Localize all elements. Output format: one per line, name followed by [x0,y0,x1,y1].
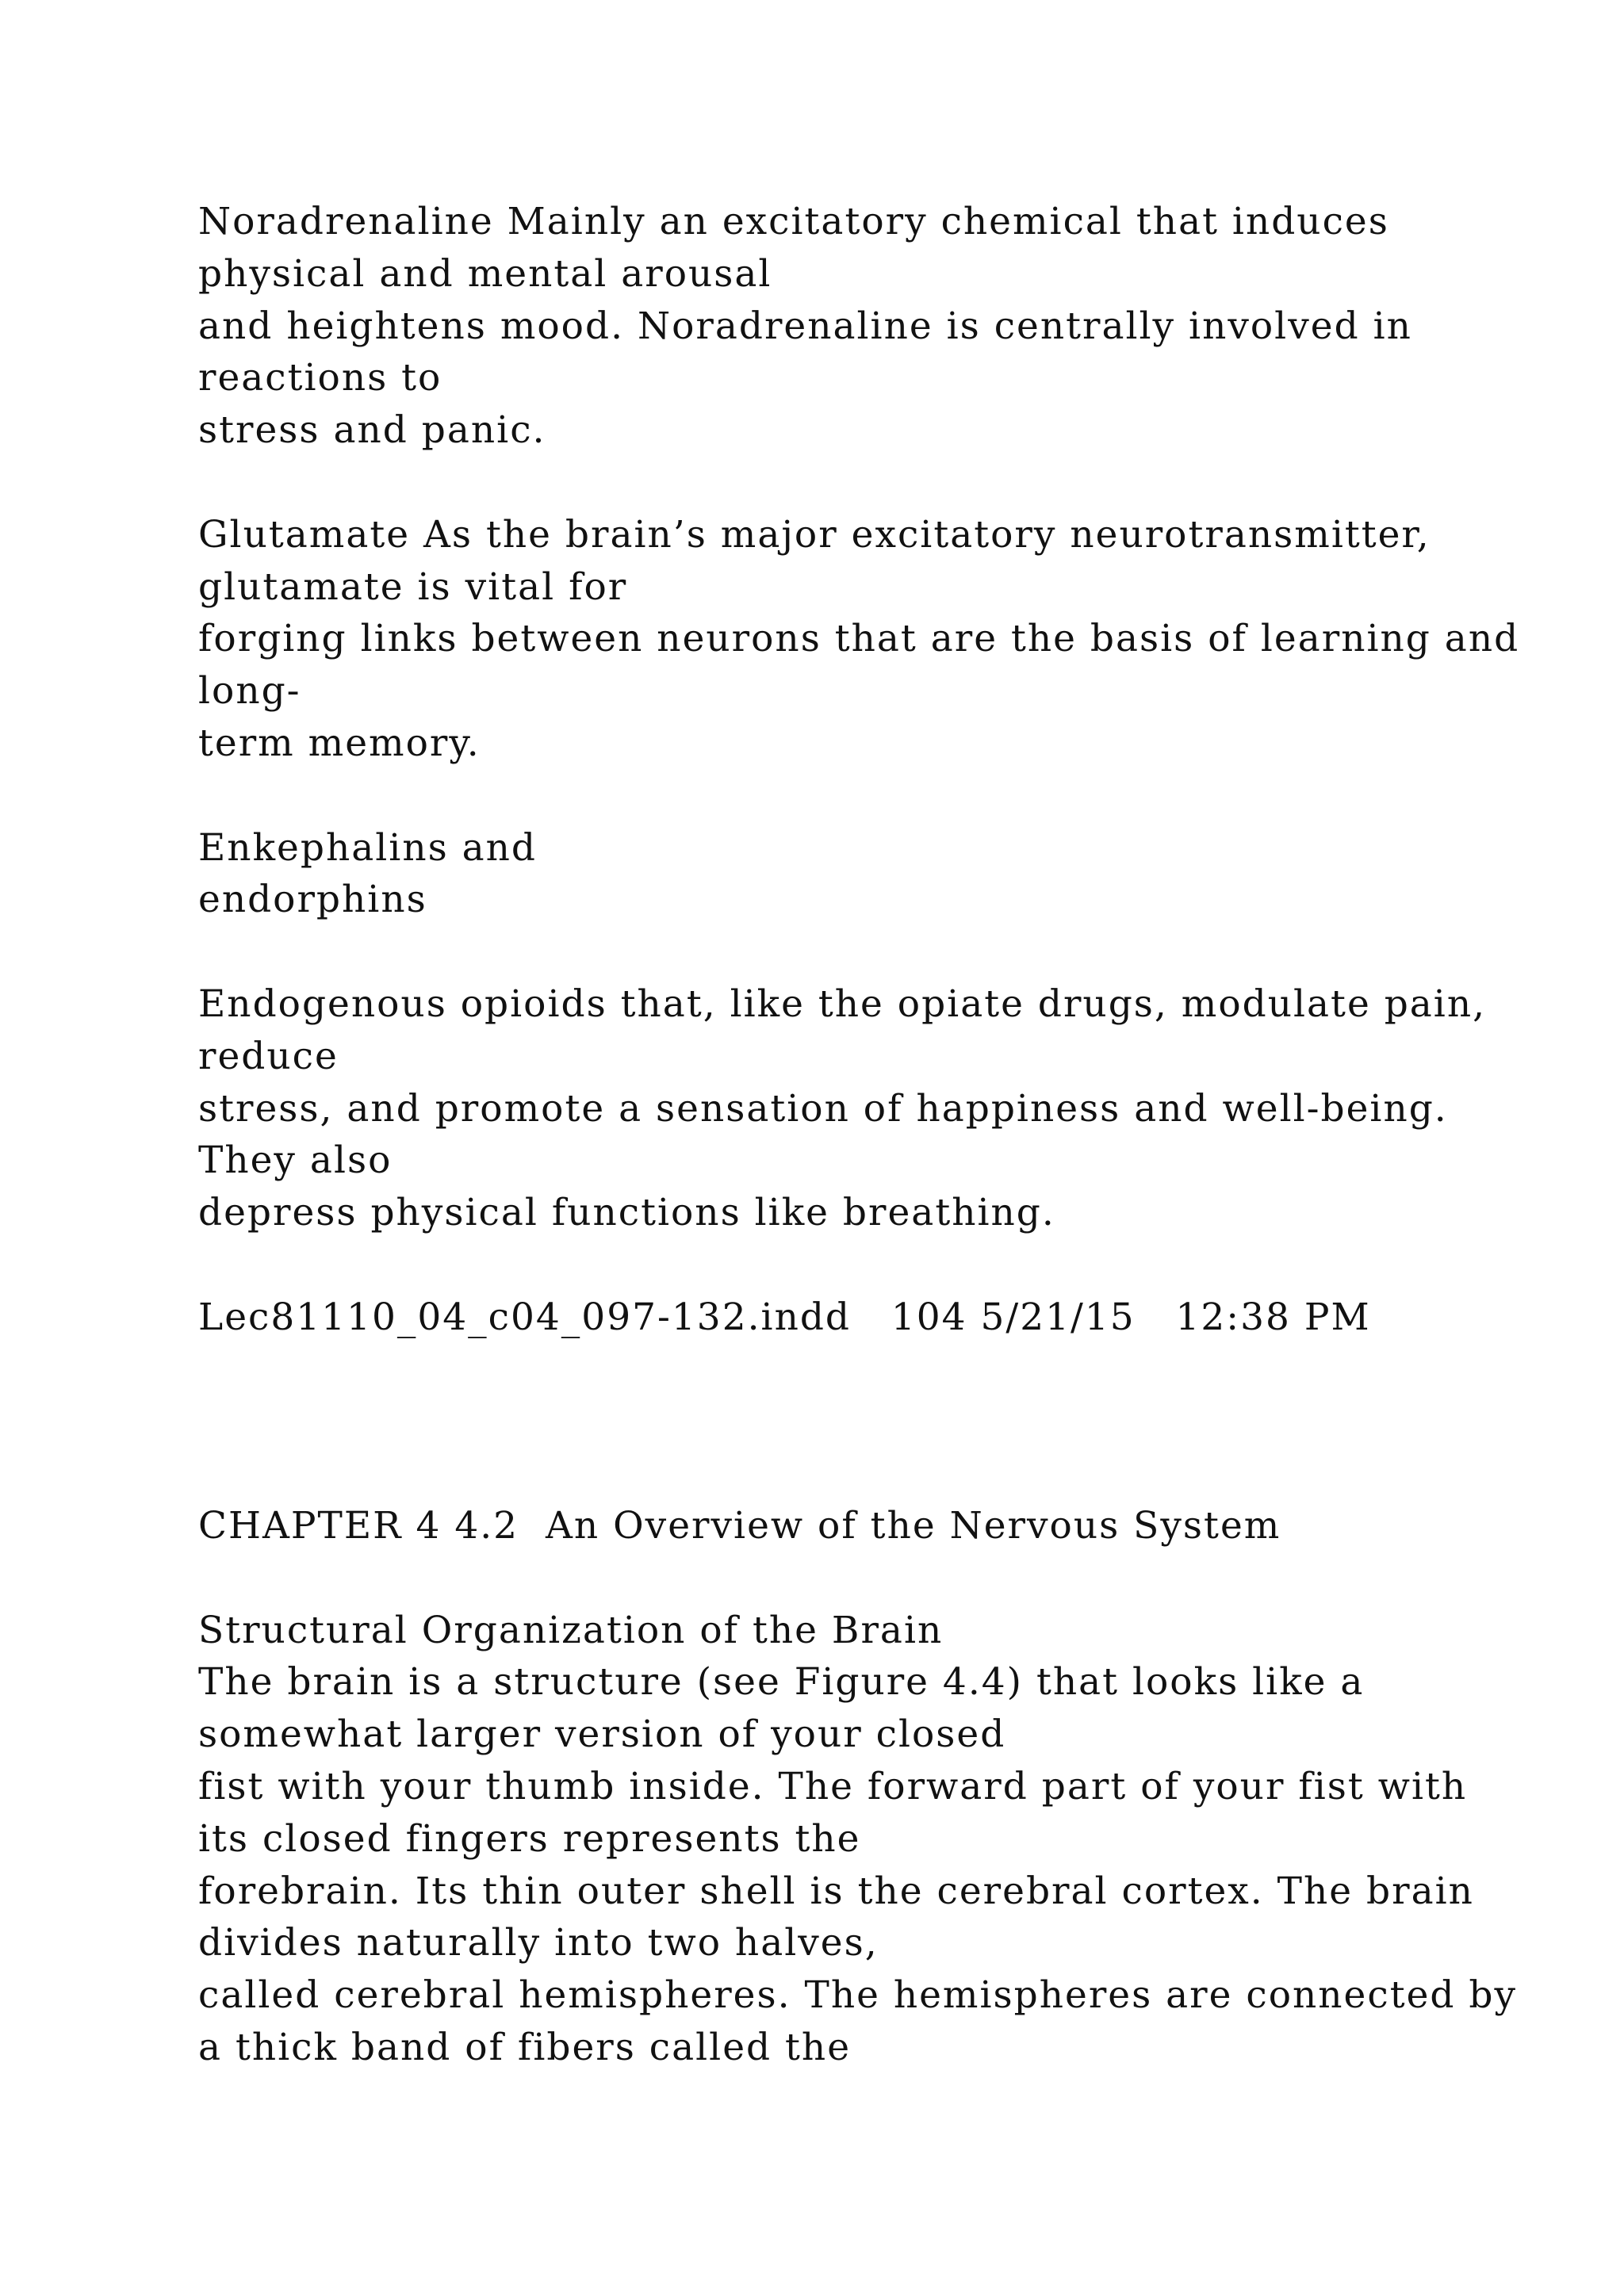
text-line: term memory. [198,721,481,765]
blank-line [198,1448,1546,1500]
text-line: Endogenous opioids that, like the opiate drugs, modulate pain, [198,982,1487,1026]
text-line: glutamate is vital for [198,564,628,609]
text-line: its closed fingers represents the [198,1816,861,1861]
text-line: Noradrenaline Mainly an excitatory chemical that induces [198,200,1389,243]
blank-line [198,770,1546,822]
text-line: reactions to [198,356,442,400]
text-line: depress physical functions like breathing. [198,1191,1055,1235]
blank-line [198,926,1546,978]
document-text [198,196,1546,2074]
text-line: reduce [198,1034,339,1078]
text-line: stress and panic. [198,408,546,453]
text-line: somewhat larger version of your closed [198,1712,1006,1757]
chapter-heading: CHAPTER 4 4.2 An Overview of the Nervous System [198,1503,1281,1548]
blank-line [198,457,1546,509]
file-info-line: Lec81110_04_c04_097-132.indd 104 5/21/15 12:38 PM [198,1295,1371,1339]
text-line: The brain is a structure (see Figure 4.4) that looks like a [198,1660,1365,1705]
blank-line [198,1552,1546,1605]
text-line: endorphins [198,878,427,922]
text-line: Glutamate As the brain’s major excitatory neurotransmitter, [198,512,1431,557]
text-line: a thick band of fibers called the [198,2025,852,2069]
blank-line [198,1395,1546,1448]
text-line: called cerebral hemispheres. The hemispheres are connected by [198,1973,1518,2018]
text-line: fist with your thumb inside. The forward part of your fist with [198,1764,1468,1808]
section-heading: Structural Organization of the Brain [198,1608,944,1652]
text-line: forging links between neurons that are the basis of learning and [198,617,1520,661]
text-line: physical and mental arousal [198,251,772,296]
blank-line [198,1344,1546,1396]
text-line: forebrain. Its thin outer shell is the cerebral cortex. The brain [198,1869,1474,1913]
text-line: and heightens mood. Noradrenaline is centrally involved in [198,304,1412,348]
text-line: They also [198,1138,393,1183]
blank-line [198,1239,1546,1292]
text-line: long- [198,669,301,714]
text-line: stress, and promote a sensation of happiness and well-being. [198,1086,1448,1131]
text-line: Enkephalins and [198,825,538,870]
text-line: divides naturally into two halves, [198,1921,879,1965]
